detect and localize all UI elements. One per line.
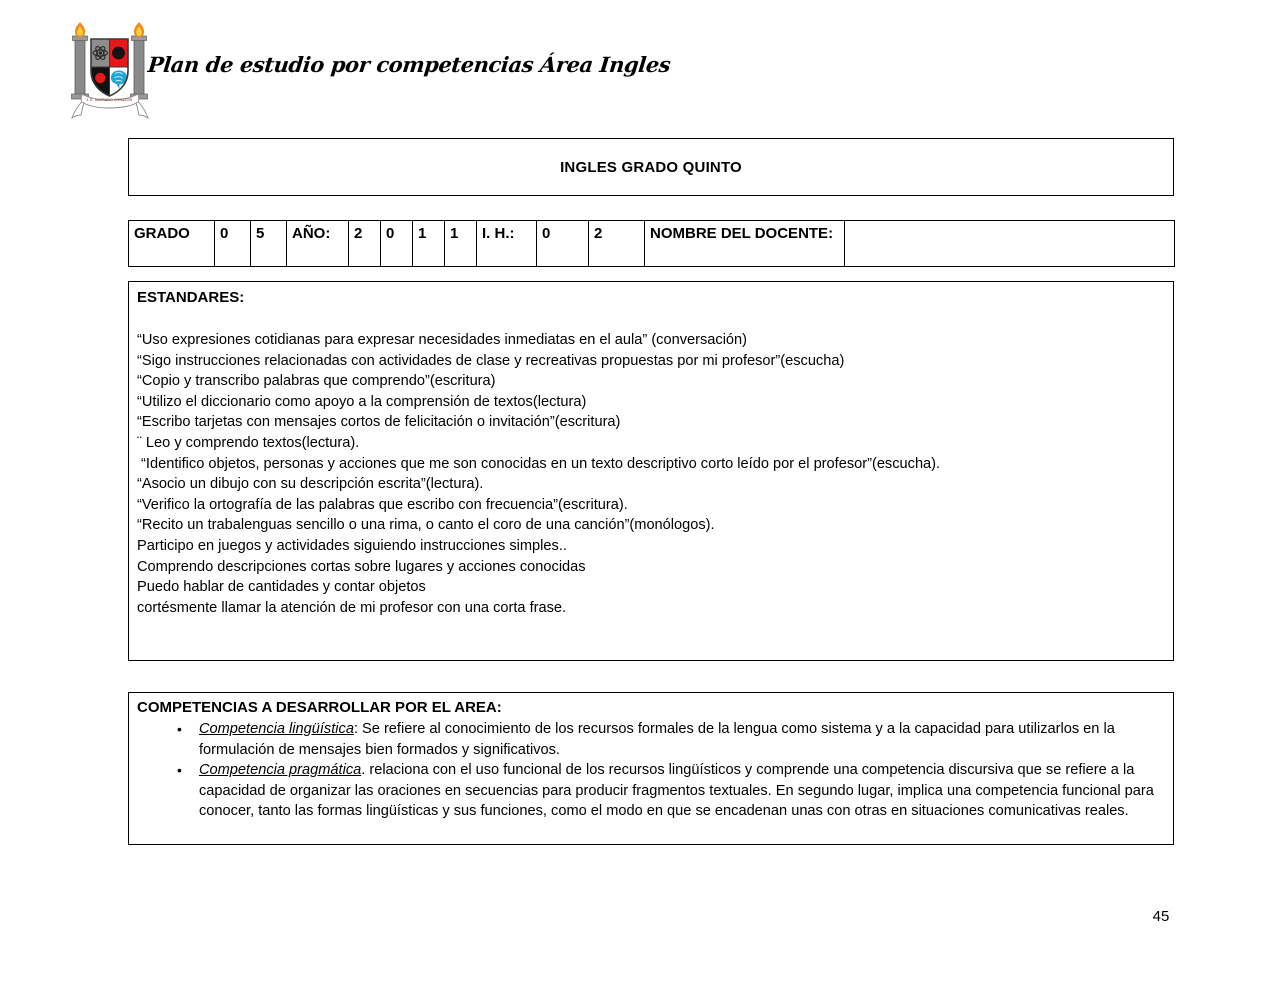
list-item: cortésmente llamar la atención de mi profesor con una corta frase. [137, 599, 567, 616]
nombre-docente-value[interactable] [845, 221, 1175, 267]
crest-ribbon [72, 94, 148, 118]
estandares-heading: ESTANDARES: [137, 289, 245, 306]
page-number: 45 [1152, 908, 1170, 925]
ano-digit-1[interactable]: 2 [349, 221, 381, 267]
list-item: “Asocio un dibujo con su descripción escrita”(lectura). [137, 476, 484, 493]
list-item: “Escribo tarjetas con mensajes cortos de felicitación o invitación”(escritura) [137, 414, 621, 431]
crest-icon [62, 20, 158, 120]
list-item: “Identifico objetos, personas y acciones que me son conocidas en un texto descriptivo corto leído por el profesor”(escucha). [137, 455, 941, 472]
ih-label: I. H.: [477, 221, 537, 267]
list-item: “Verifico la ortografía de las palabras que escribo con frecuencia”(escritura). [137, 496, 628, 513]
list-item: “Recito un trabalenguas sencillo o una rima, o canto el coro de una canción”(monólogos). [137, 517, 715, 534]
list-item: Puedo hablar de cantidades y contar objetos [137, 579, 426, 596]
table-row [129, 221, 1175, 267]
ano-digit-3[interactable]: 1 [413, 221, 445, 267]
list-item: Participo en juegos y actividades siguiendo instrucciones simples.. [137, 537, 567, 554]
competencias-cell [129, 693, 1174, 845]
dark-circle-charge [112, 47, 125, 60]
ih-digit-2[interactable]: 2 [589, 221, 645, 267]
ano-digit-4[interactable]: 1 [445, 221, 477, 267]
red-circle-charge [95, 73, 105, 83]
competencia-term: Competencia pragmática [199, 762, 362, 779]
ih-digit-1[interactable]: 0 [537, 221, 589, 267]
list-item: “Utilizo el diccionario como apoyo a la comprensión de textos(lectura) [137, 393, 587, 410]
nombre-docente-label: NOMBRE DEL DOCENTE: [645, 221, 845, 267]
svg-text:I. E. SAGRADO CORAZON: I. E. SAGRADO CORAZON [86, 98, 133, 102]
page-title: Plan de estudio por competencias Área Ingles [146, 52, 672, 77]
crest-shield [91, 39, 128, 97]
competencias-heading: COMPETENCIAS A DESARROLLAR POR EL AREA: [137, 699, 502, 716]
crest-left-column [72, 22, 89, 99]
table-row [129, 693, 1174, 845]
subject-title-box [128, 138, 1174, 196]
list-item: “Sigo instrucciones relacionadas con actividades de clase y recreativas propuestas por mi profesor”(escucha) [137, 352, 845, 369]
list-item: “Uso expresiones cotidianas para expresar necesidades inmediatas en el aula” (conversación) [137, 332, 748, 348]
list-item [199, 719, 1165, 760]
ano-label: AÑO: [287, 221, 349, 267]
document-header [0, 0, 1280, 130]
grade-info-table [128, 220, 1175, 267]
competencias-list [137, 719, 1165, 822]
table-row [129, 282, 1174, 661]
grado-digit-1[interactable]: 0 [215, 221, 251, 267]
estandares-box [128, 281, 1174, 661]
estandares-cell [129, 282, 1174, 661]
crest-right-column [131, 22, 148, 99]
competencia-body: : Se refiere al conocimiento de los recursos formales de la lengua como sistema y a la capacidad para utilizarlos en la formulación de mensajes bien formados y significativos. [199, 721, 1115, 758]
competencia-body: . relaciona con el uso funcional de los recursos lingüísticos y comprende una competencia discursiva que se refiere a la capacidad de organizar las oraciones en secuencias para producir fragmentos textuales. En segundo lugar, implica una competencia funcional para conocer, tanto las formas lingüísticas y sus funciones, como el modo en que se encadenan unas con otras en situaciones comunicativas reales. [199, 762, 1154, 820]
grado-digit-2[interactable]: 5 [251, 221, 287, 267]
subject-title-cell: INGLES GRADO QUINTO [129, 139, 1174, 196]
table-row [129, 139, 1174, 196]
grado-label: GRADO [129, 221, 215, 267]
list-item: Comprendo descripciones cortas sobre lugares y acciones conocidas [137, 558, 586, 575]
list-item: “Copio y transcribo palabras que comprendo”(escritura) [137, 373, 496, 390]
list-item [199, 760, 1165, 822]
estandares-list [137, 330, 1165, 618]
school-crest-emblem [62, 20, 158, 120]
ano-digit-2[interactable]: 0 [381, 221, 413, 267]
competencias-box [128, 692, 1174, 845]
list-item: ¨ Leo y comprendo textos(lectura). [137, 434, 360, 451]
competencia-term: Competencia lingüística [199, 721, 354, 737]
